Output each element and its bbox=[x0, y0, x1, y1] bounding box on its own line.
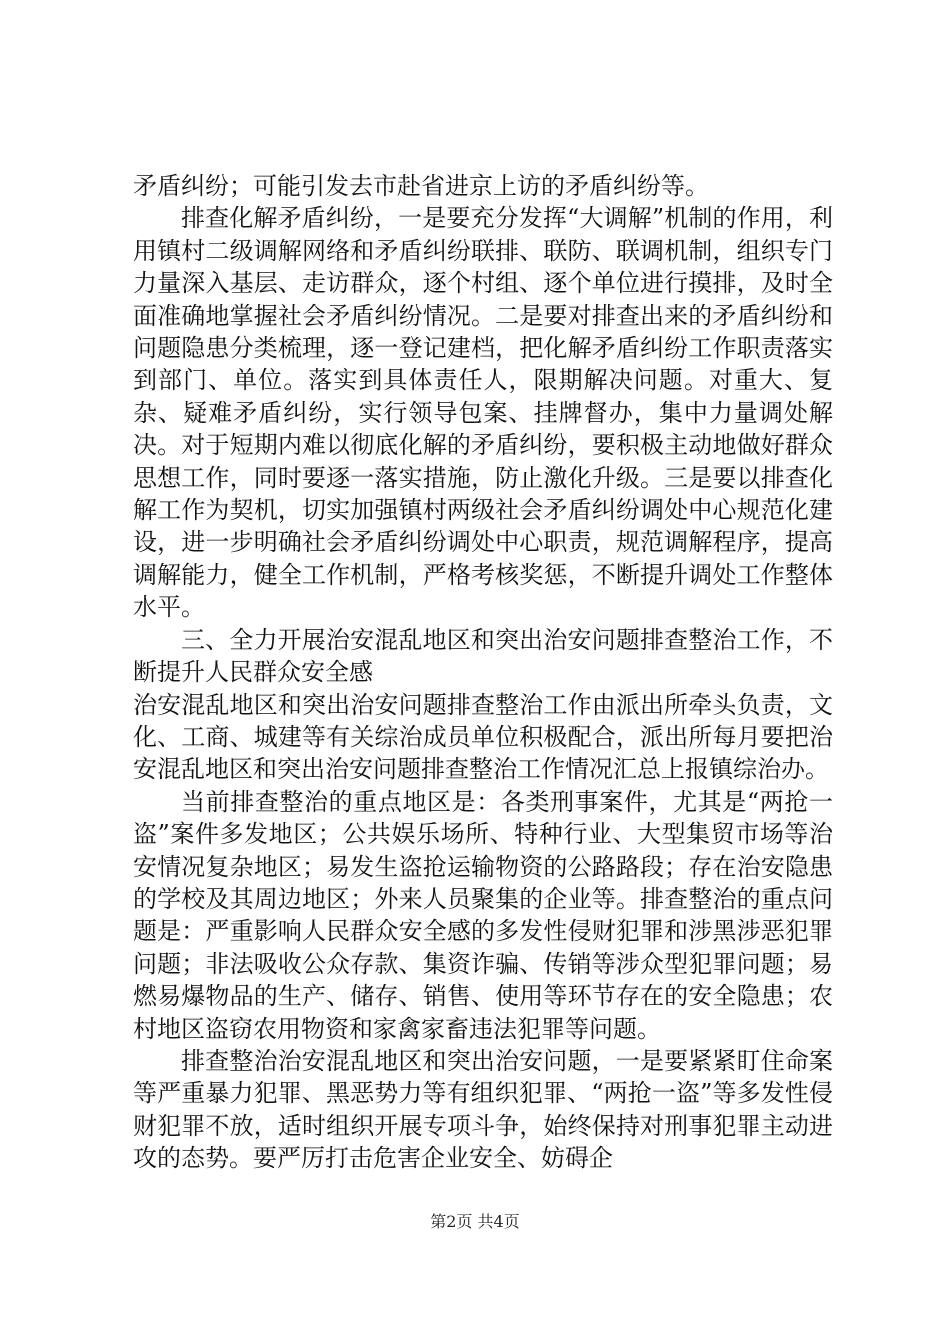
document-body bbox=[133, 170, 833, 1175]
paragraph-rectification: 排查整治治安混乱地区和突出治安问题，一是要紧紧盯住命案等严重暴力犯罪、黑恶势力等有组织犯罪、“两抢一盗”等多发性侵财犯罪不放，适时组织开展专项斗争，始终保持对刑事犯罪主动进攻的态势。要严厉打击危害企业安全、妨碍企 bbox=[133, 1046, 833, 1173]
paragraph-dispute-resolution: 排查化解矛盾纠纷，一是要充分发挥“大调解”机制的作用，利用镇村二级调解网络和矛盾纠纷联排、联防、联调机制，组织专门力量深入基层、走访群众，逐个村组、逐个单位进行摸排，及时全面准确地掌握社会矛盾纠纷情况。二是要对排查出来的矛盾纠纷和问题隐患分类梳理，逐一登记建档，把化解矛盾纠纷工作职责落实到部门、单位。落实到具体责任人，限期解决问题。对重大、复杂、疑难矛盾纠纷，实行领导包案、挂牌督办，集中力量调处解决。对于短期内难以彻底化解的矛盾纠纷，要积极主动地做好群众思想工作，同时要逐一落实措施，防止激化升级。三是要以排查化解工作为契机，切实加强镇村两级社会矛盾纠纷调处中心规范化建设，进一步明确社会矛盾纠纷调处中心职责，规范调解程序，提高调解能力，健全工作机制，严格考核奖惩，不断提升调处工作整体水平。 bbox=[133, 204, 833, 622]
paragraph-responsibility: 治安混乱地区和突出治安问题排查整治工作由派出所牵头负责，文化、工商、城建等有关综治成员单位积极配合，派出所每月要把治安混乱地区和突出治安问题排查整治工作情况汇总上报镇综治办。 bbox=[133, 690, 833, 784]
page-footer: 第2页 共4页 bbox=[430, 1212, 520, 1231]
paragraph-continuation: 矛盾纠纷；可能引发去市赴省进京上访的矛盾纠纷等。 bbox=[133, 172, 709, 200]
section-heading-three: 三、全力开展治安混乱地区和突出治安问题排查整治工作，不断提升人民群众安全感 bbox=[133, 625, 833, 687]
paragraph-key-areas: 当前排查整治的重点地区是：各类刑事案件，尤其是“两抢一盗”案件多发地区；公共娱乐场所、特种行业、大型集贸市场等治安情况复杂地区；易发生盗抢运输物资的公路路段；存在治安隐患的学校及其周边地区；外来人员聚集的企业等。排查整治的重点问题是：严重影响人民群众安全感的多发性侵财犯罪和涉黑涉恶犯罪问题；非法吸收公众存款、集资诈骗、传销等涉众型犯罪问题；易燃易爆物品的生产、储存、销售、使用等环节存在的安全隐患；农村地区盗窃农用物资和家禽家畜违法犯罪等问题。 bbox=[133, 787, 833, 1043]
